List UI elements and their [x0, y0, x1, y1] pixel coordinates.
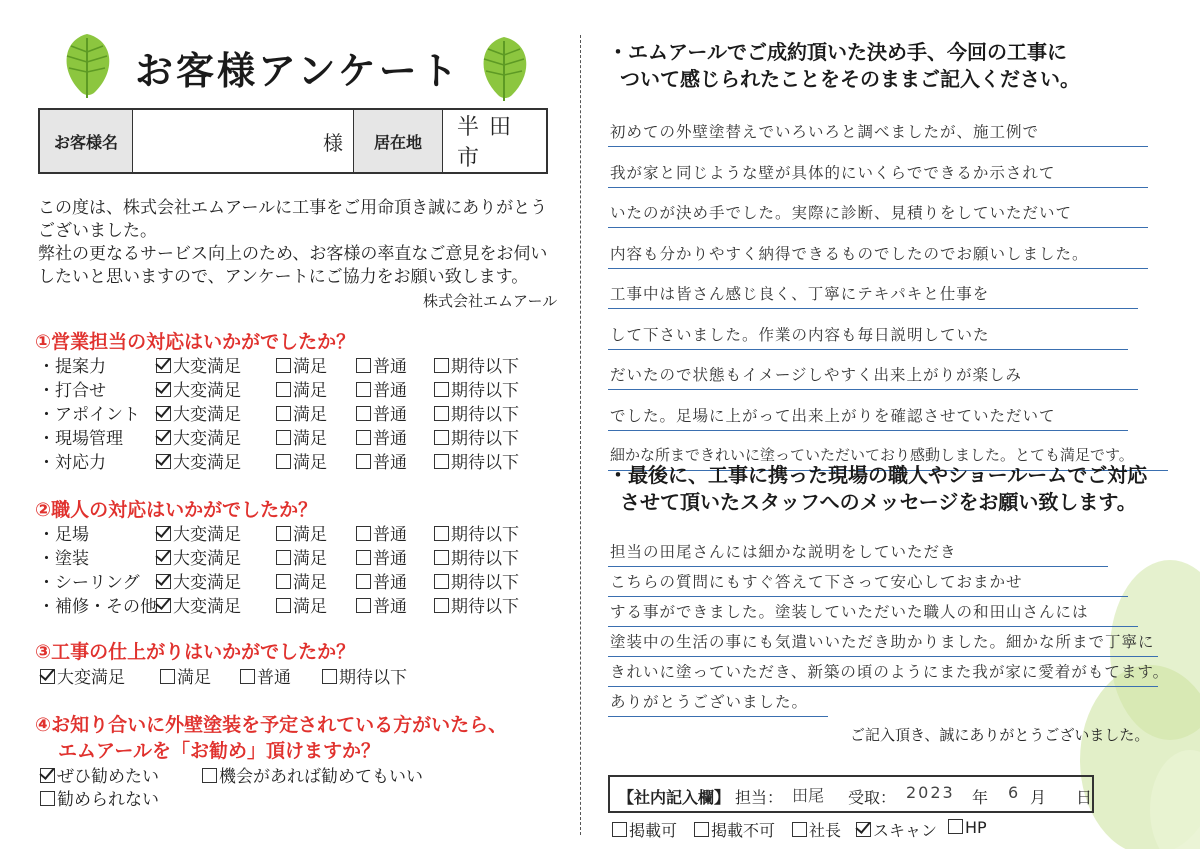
rating-option: 期待以下: [434, 544, 519, 569]
handwritten-line: 担当の田尾さんには細かな説明をしていただき: [610, 543, 957, 561]
q2-title: ②職人の対応はいかがでしたか？: [35, 499, 318, 521]
checkbox[interactable]: [356, 454, 371, 469]
checkbox[interactable]: [356, 598, 371, 613]
column-divider: [580, 35, 582, 835]
rating-option: 大変満足: [156, 520, 241, 545]
rating-option: 大変満足: [156, 592, 241, 617]
checkbox[interactable]: [434, 382, 449, 397]
month-value[interactable]: 6: [1008, 783, 1019, 802]
row-label: ・補修・その他: [38, 597, 157, 617]
checkbox[interactable]: [792, 822, 807, 837]
rating-option: 期待以下: [434, 400, 519, 425]
rating-option: 期待以下: [434, 568, 519, 593]
handwritten-line: こちらの質問にもすぐ答えて下さって安心しておまかせ: [610, 573, 1023, 591]
handwritten-line: 我が家と同じような壁が具体的にいくらでできるか示されて: [610, 163, 1056, 182]
honorific: 様: [323, 130, 343, 155]
rating-option: 普通: [356, 352, 407, 377]
checkbox[interactable]: [356, 574, 371, 589]
office-label: 【社内記入欄】: [618, 788, 731, 807]
checkbox[interactable]: [276, 598, 291, 613]
rating-option: 期待以下: [434, 592, 519, 617]
rating-option: 満足: [276, 376, 327, 401]
intro-text: [38, 197, 558, 289]
checkbox[interactable]: [434, 526, 449, 541]
ruled-line: [608, 389, 1138, 390]
ruled-line: [608, 566, 1108, 567]
month-unit: 月: [1030, 788, 1047, 807]
checkbox[interactable]: [240, 669, 255, 684]
leaf-icon-left: [55, 30, 120, 100]
checkbox[interactable]: [276, 550, 291, 565]
rating-option: 期待以下: [434, 376, 519, 401]
rating-option: 普通: [356, 448, 407, 473]
q5-title-line2: ついて感じられたことをそのままご記入ください。: [620, 67, 1080, 91]
handwritten-line: だいたので状態もイメージしやすく出来上がりが楽しみ: [610, 366, 1023, 384]
checkbox[interactable]: [276, 406, 291, 421]
checkbox[interactable]: [322, 669, 337, 684]
rating-option: 大変満足: [156, 568, 241, 593]
intro-line: この度は、株式会社エムアールに工事をご用命頂き誠にありがとう: [38, 198, 548, 218]
checkbox[interactable]: [356, 430, 371, 445]
ruled-line: [608, 430, 1128, 431]
checkbox[interactable]: [356, 382, 371, 397]
rating-option: 満足: [276, 424, 327, 449]
rating-option: 満足: [276, 568, 327, 593]
company-name: 株式会社エムアール: [423, 292, 558, 310]
handwritten-line: 内容も分かりやすく納得できるものでしたのでお願いしました。: [610, 244, 1089, 263]
row-label: ・アポイント: [38, 405, 140, 425]
checkbox[interactable]: [356, 550, 371, 565]
checkbox[interactable]: [434, 358, 449, 373]
rating-option: 満足: [276, 448, 327, 473]
office-box: [608, 775, 1094, 813]
checkbox-checked[interactable]: [156, 358, 171, 373]
rating-option: 満足: [276, 352, 327, 377]
customer-name-field[interactable]: [133, 110, 354, 172]
q6-title-line1: ・最後に、工事に携った現場の職人やショールームでご対応: [608, 463, 1148, 487]
year-value[interactable]: 2023: [906, 783, 955, 802]
intro-line: 弊社の更なるサービス向上のため、お客様の率直なご意見をお伺い: [38, 244, 548, 264]
rating-option: 普通: [356, 568, 407, 593]
ruled-line: [608, 626, 1138, 627]
checkbox[interactable]: [948, 819, 963, 834]
rating-option: 満足: [276, 400, 327, 425]
handwritten-line: 初めての外壁塗替えでいろいろと調べましたが、施工例で: [610, 123, 1040, 141]
ruled-line: [608, 187, 1148, 188]
rating-option: 大変満足: [156, 400, 241, 425]
year-unit: 年: [972, 788, 989, 807]
checkbox[interactable]: [276, 574, 291, 589]
checkbox[interactable]: [612, 822, 627, 837]
checkbox[interactable]: [694, 822, 709, 837]
row-label: ・足場: [38, 525, 89, 545]
checkbox[interactable]: [434, 406, 449, 421]
ruled-line: [608, 308, 1138, 309]
handwritten-line: ありがとうございました。: [610, 693, 809, 711]
checkbox-checked[interactable]: [156, 526, 171, 541]
row-label: ・対応力: [38, 453, 106, 473]
customer-name-label: お客様名: [40, 110, 133, 172]
rating-option: 普通: [356, 424, 407, 449]
customer-table: [38, 108, 548, 174]
page-title: お客様アンケート: [135, 49, 461, 93]
checkbox[interactable]: [276, 358, 291, 373]
checkbox[interactable]: [160, 669, 175, 684]
handwritten-line: して下さいました。作業の内容も毎日説明していた: [610, 325, 990, 344]
checkbox[interactable]: [356, 406, 371, 421]
handwritten-line: する事ができました。塗装していただいた職人の和田山さんには: [610, 603, 1089, 621]
checkbox[interactable]: [276, 382, 291, 397]
rating-option: 期待以下: [434, 520, 519, 545]
day-unit: 日: [1076, 788, 1093, 807]
ruled-line: [608, 686, 1158, 687]
ruled-line: [608, 656, 1158, 657]
rating-option: 満足: [276, 544, 327, 569]
rating-option: 大変満足: [156, 544, 241, 569]
rating-option: 大変満足: [156, 424, 241, 449]
checkbox-checked[interactable]: [156, 406, 171, 421]
q1-title: ①営業担当の対応はいかがでしたか？: [35, 331, 356, 353]
checkbox[interactable]: [276, 454, 291, 469]
ruled-line: [608, 268, 1148, 269]
checkbox-checked[interactable]: [156, 598, 171, 613]
checkbox[interactable]: [434, 574, 449, 589]
q3-title: ③工事の仕上がりはいかがでしたか？: [35, 641, 356, 663]
handwritten-line: 細かな所まできれいに塗っていただいており感動しました。とても満足です。: [610, 446, 1134, 464]
checkbox[interactable]: [202, 768, 217, 783]
checkbox[interactable]: [434, 454, 449, 469]
checkbox[interactable]: [434, 430, 449, 445]
ruled-line: [608, 227, 1148, 228]
q4-title-line1: ④お知り合いに外壁塗装を予定されている方がいたら、: [35, 714, 508, 736]
received-label: 受取：: [848, 788, 897, 807]
checkbox-checked[interactable]: [856, 822, 871, 837]
ruled-line: [608, 146, 1148, 147]
q4-title-line2: エムアールを「お勧め」頂けますか？: [58, 740, 381, 762]
rating-option: 期待以下: [434, 424, 519, 449]
checkbox-checked[interactable]: [156, 574, 171, 589]
ruled-line: [608, 596, 1128, 597]
checkbox-checked[interactable]: [40, 768, 55, 783]
rating-option: 大変満足: [156, 376, 241, 401]
rating-option: 普通: [356, 592, 407, 617]
leaf-icon-right: [472, 33, 537, 103]
handwritten-line: 工事中は皆さん感じ良く、丁寧にテキパキと仕事を: [610, 285, 990, 303]
ruled-line: [608, 349, 1128, 350]
rating-option: 普通: [356, 400, 407, 425]
rating-option: 期待以下: [434, 448, 519, 473]
rating-option: 大変満足: [156, 448, 241, 473]
checkbox[interactable]: [356, 526, 371, 541]
row-label: ・現場管理: [38, 429, 123, 449]
residence-field[interactable]: 半田市: [457, 115, 522, 171]
staff-value[interactable]: 田尾: [792, 786, 825, 805]
q5-title-line1: ・エムアールでご成約頂いた決め手、今回の工事に: [608, 40, 1067, 64]
row-label: ・提案力: [38, 357, 106, 377]
handwritten-line: きれいに塗っていただき、新築の頃のようにまた我が家に愛着がもてます。: [610, 663, 1170, 681]
checkbox-checked[interactable]: [156, 550, 171, 565]
checkbox[interactable]: [276, 430, 291, 445]
handwritten-line: いたのが決め手でした。実際に診断、見積りをしていただいて: [610, 204, 1073, 222]
rating-option: 大変満足: [156, 352, 241, 377]
rating-option: 満足: [276, 592, 327, 617]
intro-line: ございました。: [38, 221, 157, 241]
checkbox[interactable]: [276, 526, 291, 541]
checkbox[interactable]: [40, 791, 55, 806]
ruled-line: [608, 716, 828, 717]
checkbox[interactable]: [356, 358, 371, 373]
checkbox[interactable]: [434, 598, 449, 613]
handwritten-line: でした。足場に上がって出来上がりを確認させていただいて: [610, 406, 1056, 425]
handwritten-line: 塗装中の生活の事にも気遣いいただき助かりました。細かな所まで丁寧に: [610, 633, 1155, 651]
row-label: ・塗装: [38, 549, 89, 569]
rating-option: 期待以下: [434, 352, 519, 377]
thanks-text: ご記入頂き、誠にありがとうございました。: [850, 726, 1150, 744]
q6-title-line2: させて頂いたスタッフへのメッセージをお願い致します。: [620, 490, 1137, 514]
rating-option: 普通: [356, 544, 407, 569]
checkbox-checked[interactable]: [156, 382, 171, 397]
residence-label: 居在地: [354, 110, 443, 172]
staff-label: 担当：: [735, 788, 784, 807]
rating-option: 普通: [356, 376, 407, 401]
checkbox[interactable]: [434, 550, 449, 565]
intro-line: したいと思いますので、アンケートにご協力をお願い致します。: [38, 267, 529, 287]
checkbox-checked[interactable]: [156, 430, 171, 445]
checkbox-checked[interactable]: [156, 454, 171, 469]
rating-option: 満足: [276, 520, 327, 545]
rating-option: 普通: [356, 520, 407, 545]
row-label: ・シーリング: [38, 573, 140, 593]
row-label: ・打合せ: [38, 381, 106, 401]
checkbox-checked[interactable]: [40, 669, 55, 684]
